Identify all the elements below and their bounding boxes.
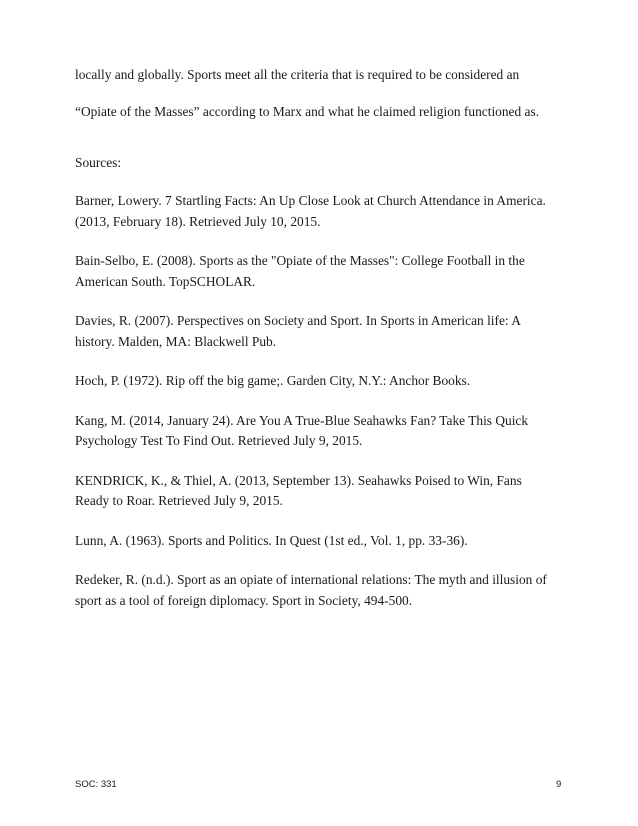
reference-line: Hoch, P. (1972). Rip off the big game;. Garden City, N.Y.: Anchor Books. (75, 373, 471, 388)
reference-line: Barner, Lowery. 7 Startling Facts: An Up Close Look at Church Attendance in America. (75, 193, 546, 208)
reference-line: Bain-Selbo, E. (2008). Sports as the "Opiate of the Masses": College Football in the (75, 253, 525, 268)
reference-line: KENDRICK, K., & Thiel, A. (2013, September 13). Seahawks Poised to Win, Fans (75, 472, 522, 488)
reference-kendrick (75, 471, 575, 512)
reference-line: American South. TopSCHOLAR. (75, 273, 256, 289)
reference-lunn (75, 531, 575, 552)
sources-heading: Sources: (75, 155, 122, 170)
reference-line: history. Malden, MA: Blackwell Pub. (75, 333, 277, 349)
reference-bain-selbo (75, 251, 575, 292)
paragraph-line-2: “Opiate of the Masses” according to Marx and what he claimed religion functioned as. (75, 104, 540, 119)
reference-redeker (75, 570, 575, 611)
paragraph-line-1: locally and globally. Sports meet all the criteria that is required to be considered an (75, 67, 520, 82)
reference-line: Lunn, A. (1963). Sports and Politics. In Quest (1st ed., Vol. 1, pp. 33-36). (75, 532, 468, 548)
reference-kang (75, 411, 575, 452)
reference-list (75, 191, 575, 630)
reference-hoch (75, 371, 575, 392)
reference-davies (75, 311, 575, 352)
reference-line: Psychology Test To Find Out. Retrieved July 9, 2015. (75, 433, 363, 448)
footer-course: SOC: 331 (75, 779, 117, 790)
footer-page-number: 9 (556, 779, 562, 790)
reference-line: Redeker, R. (n.d.). Sport as an opiate of international relations: The myth and illusion of (75, 572, 547, 587)
reference-line: Davies, R. (2007). Perspectives on Society and Sport. In Sports in American life: A (75, 313, 521, 328)
reference-line: sport as a tool of foreign diplomacy. Sport in Society, 494-500. (75, 592, 413, 608)
reference-line: (2013, February 18). Retrieved July 10, 2015. (75, 213, 321, 229)
reference-line: Kang, M. (2014, January 24). Are You A True-Blue Seahawks Fan? Take This Quick (75, 412, 529, 428)
reference-barner (75, 191, 575, 232)
reference-line: Ready to Roar. Retrieved July 9, 2015. (75, 493, 283, 508)
